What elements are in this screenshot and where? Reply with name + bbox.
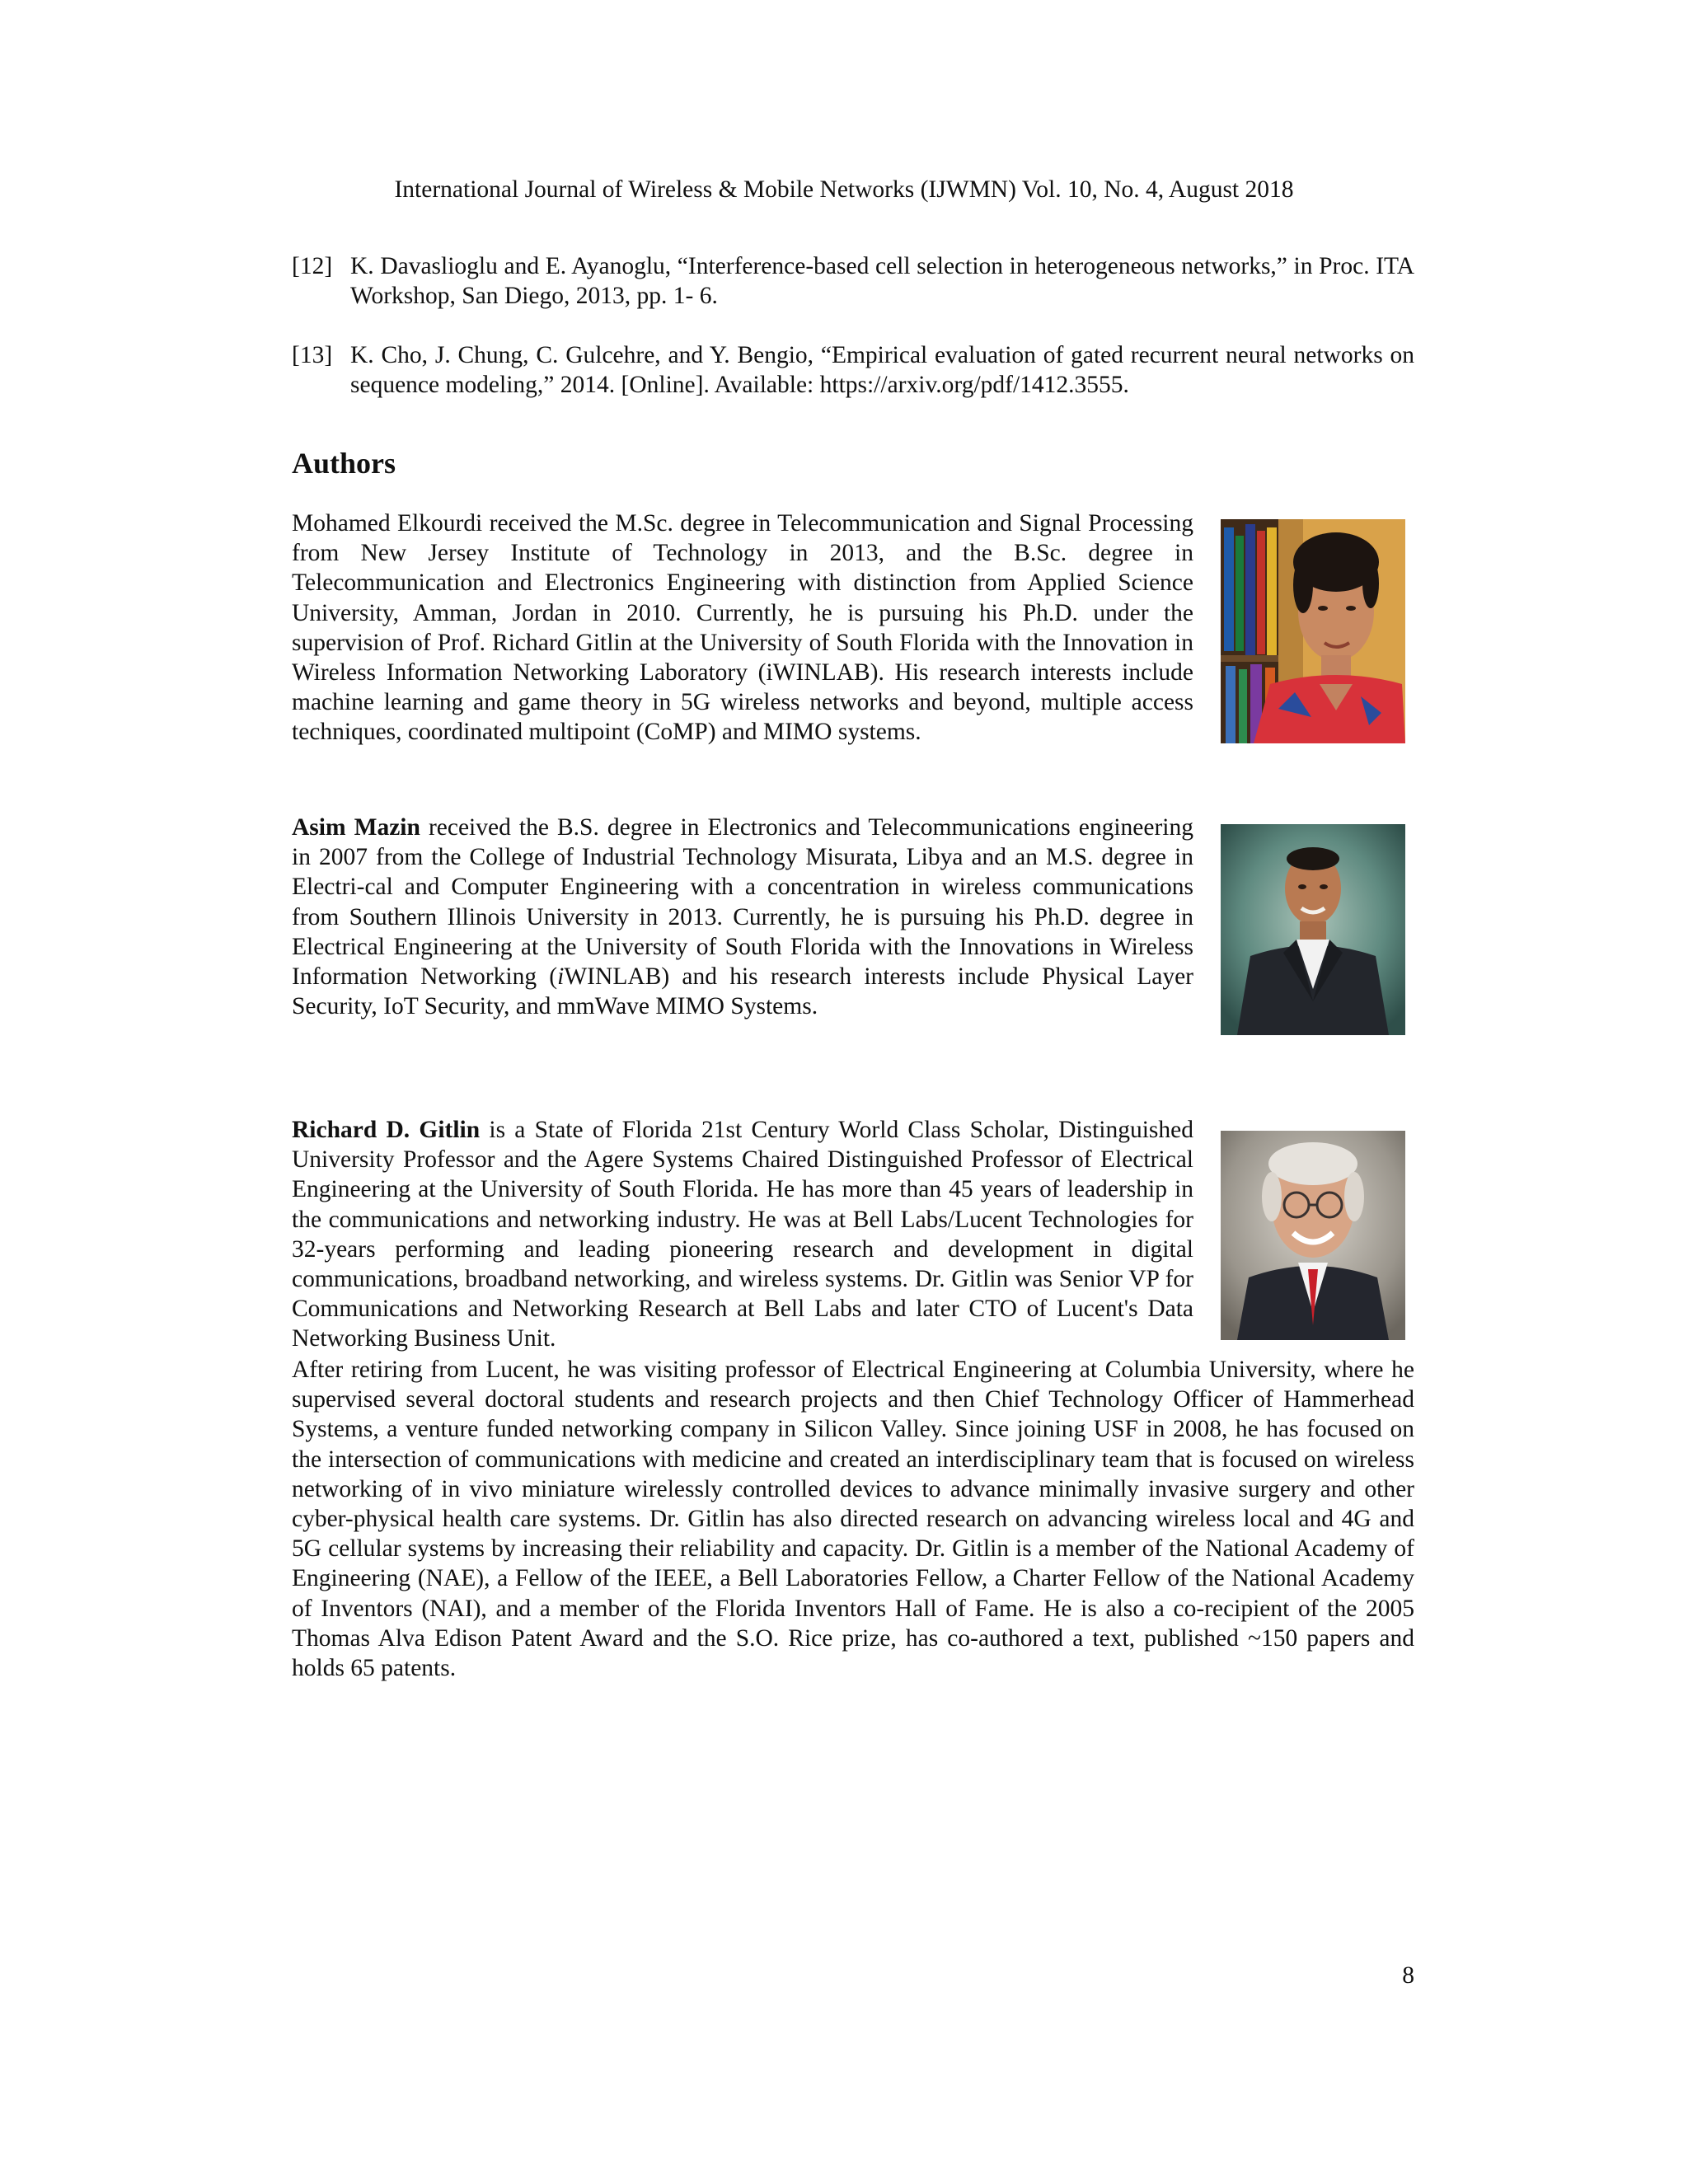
- page-number: 8: [1402, 1962, 1414, 1989]
- author-name: Asim Mazin: [292, 814, 420, 841]
- author-bio-elkourdi: Mohamed Elkourdi received the M.Sc. degree in Telecommunication and Signal Processing from New Jersey Institute of Technology in 2013, and the B.Sc. degree in Telecommunication and Electronics Engineering with distinction from Applied Science University, Amman, Jordan in 2010. Currently, he is pursuing his Ph.D. under the supervision of Prof. Richard Gitlin at the University of South Florida with the Innovation in Wireless Information Networking Laboratory (iWINLAB). His research interests include machine learning and game theory in 5G wireless networks and beyond, multiple access techniques, coordinated multipoint (CoMP) and MIMO systems.: [292, 510, 1193, 746]
- author-photo-mazin: [1221, 824, 1405, 1035]
- author-photo-elkourdi: [1221, 519, 1405, 743]
- reference-number: [12]: [292, 253, 333, 279]
- author-bio-gitlin-continued: After retiring from Lucent, he was visiting professor of Electrical Engineering at Columbia University, where he supervised several doctoral students and research projects and then Chief Technology Officer of Hammerhead Systems, a venture funded networking company in Silicon Valley. Since joining USF in 2008, he has focused on the intersection of communications with medicine and created an interdisciplinary team that is focused on wireless networking of in vivo miniature wirelessly controlled devices to advance minimally invasive surgery and other cyber-physical health care systems. Dr. Gitlin has also directed research on advancing wireless local and 4G and 5G cellular systems by increasing their reliability and capacity. Dr. Gitlin is a member of the National Academy of Engineering (NAE), a Fellow of the IEEE, a Bell Laboratories Fellow, a Charter Fellow of the National Academy of Inventors (NAI), and a member of the Florida Inventors Hall of Fame. He is also a co-recipient of the 2005 Thomas Alva Edison Patent Award and the S.O. Rice prize, has co-authored a text, published ~150 papers and holds 65 patents.: [292, 1357, 1414, 1682]
- author-bio-gitlin: [292, 1115, 1193, 1354]
- author-name: Richard D. Gitlin: [292, 1117, 481, 1143]
- reference-number: [13]: [292, 342, 333, 368]
- reference-text: K. Davaslioglu and E. Ayanoglu, “Interference-based cell selection in heterogeneous networks,” in Proc. ITA Workshop, San Diego, 2013, pp. 1- 6.: [350, 253, 1414, 309]
- author-bio-mazin: [292, 813, 1193, 1021]
- author-bio-text: received the B.S. degree in Electronics and Telecommunications engineering in 2007 from the College of Industrial Technology Misurata, Libya and an M.S. degree in Electri-cal and Computer Engineering with a concentration in wireless communications from Southern Illinois University in 2013. Currently, he is pursuing his Ph.D. degree in Electrical Engineering at the University of South Florida with the Innovations in Wireless Information Networking (: [292, 814, 1194, 991]
- author-bio-italic: i: [557, 963, 565, 991]
- author-bio-text: is a State of Florida 21st Century World Class Scholar, Distinguished University Professor and the Agere Systems Chaired Distinguished Professor of Electrical Engineering at the University of South Florida. He has more than 45 years of leadership in the communications and networking industry. He was at Bell Labs/Lucent Technologies for 32-years performing and leading pioneering research and development in digital communications, broadband networking, and wireless systems. Dr. Gitlin was Senior VP for Communications and Networking Research at Bell Labs and later CTO of Lucent's Data Networking Business Unit.: [292, 1117, 1193, 1352]
- running-header: International Journal of Wireless & Mobile Networks (IJWMN) Vol. 10, No. 4, August 2018: [394, 176, 1294, 203]
- reference-item: [292, 340, 1414, 400]
- reference-text: K. Cho, J. Chung, C. Gulcehre, and Y. Bengio, “Empirical evaluation of gated recurrent neural networks on sequence modeling,” 2014. [Online]. Available: https://arxiv.org/pdf/1412.3555.: [350, 342, 1414, 398]
- authors-heading: Authors: [292, 447, 396, 480]
- author-bio-text: WINLAB) and his research interests include Physical Layer Security, IoT Security, and mmWave MIMO Systems.: [292, 963, 1193, 1020]
- reference-item: [292, 251, 1414, 311]
- author-photo-gitlin: [1221, 1131, 1405, 1340]
